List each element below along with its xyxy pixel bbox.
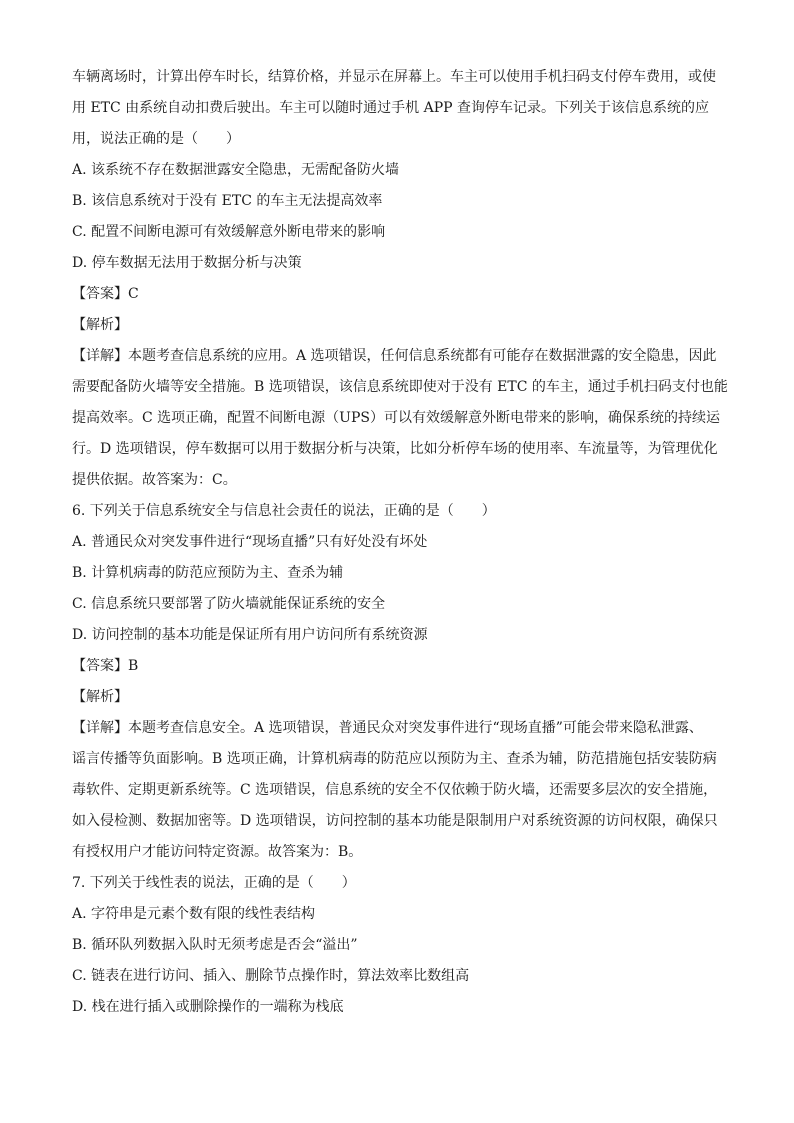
q7-option-a: A. 字符串是元素个数有限的线性表结构 [72, 906, 316, 922]
q5-option-d: D. 停车数据无法用于数据分析与决策 [72, 255, 302, 271]
q5-detail-line-5: 提供依据。故答案为：C。 [72, 472, 237, 488]
q5-detail-line-4: 行。D 选项错误，停车数据可以用于数据分析与决策，比如分析停车场的使用率、车流量等，为管理优化 [72, 441, 718, 457]
q6-detail-line-4: 如入侵检测、数据加密等。D 选项错误，访问控制的基本功能是限制用户对系统资源的访问权限，确保只 [72, 813, 718, 829]
q5-option-b: B. 该信息系统对于没有 ETC 的车主无法提高效率 [72, 193, 383, 209]
q5-option-c: C. 配置不间断电源可有效缓解意外断电带来的影响 [72, 224, 386, 240]
q6-stem: 6. 下列关于信息系统安全与信息社会责任的说法，正确的是（ ） [72, 503, 496, 519]
q6-option-d: D. 访问控制的基本功能是保证所有用户访问所有系统资源 [72, 627, 428, 643]
q6-option-a: A. 普通民众对突发事件进行“现场直播”只有好处没有坏处 [72, 534, 428, 550]
q5-detail-line-2: 需要配备防火墙等安全措施。B 选项错误，该信息系统即使对于没有 ETC 的车主，通过手机扫码支付也能 [72, 379, 728, 395]
q7-stem: 7. 下列关于线性表的说法，正确的是（ ） [72, 875, 356, 891]
q6-analysis-label: 【解析】 [72, 689, 128, 705]
document-page [72, 62, 728, 1023]
q6-option-c: C. 信息系统只要部署了防火墙就能保证系统的安全 [72, 596, 386, 612]
q5-detail-line-3: 提高效率。C 选项正确，配置不间断电源（UPS）可以有效缓解意外断电带来的影响，确保系统的持续运 [72, 410, 720, 426]
q6-detail-line-1: 【详解】本题考查信息安全。A 选项错误，普通民众对突发事件进行“现场直播”可能会带来隐私泄露、 [72, 720, 703, 736]
q5-analysis-label: 【解析】 [72, 317, 128, 333]
q5-stem-line-2: 用 ETC 由系统自动扣费后驶出。车主可以随时通过手机 APP 查询停车记录。下列关于该信息系统的应 [72, 100, 710, 116]
q5-detail-line-1: 【详解】本题考查信息系统的应用。A 选项错误，任何信息系统都有可能存在数据泄露的安全隐患，因此 [72, 348, 717, 364]
q6-answer: 【答案】B [72, 658, 139, 674]
q6-detail-line-5: 有授权用户才能访问特定资源。故答案为：B。 [72, 844, 363, 860]
q7-option-d: D. 栈在进行插入或删除操作的一端称为栈底 [72, 999, 344, 1015]
q5-stem-line-1: 车辆离场时，计算出停车时长，结算价格，并显示在屏幕上。车主可以使用手机扫码支付停车费用，或使 [72, 69, 716, 85]
q5-stem-line-3: 用，说法正确的是（ ） [72, 131, 240, 147]
q5-answer: 【答案】C [72, 286, 139, 302]
q6-detail-line-3: 毒软件、定期更新系统等。C 选项错误，信息系统的安全不仅依赖于防火墙，还需要多层次的安全措施， [72, 782, 718, 798]
q7-option-c: C. 链表在进行访问、插入、删除节点操作时，算法效率比数组高 [72, 968, 470, 984]
q5-option-a: A. 该系统不存在数据泄露安全隐患，无需配备防火墙 [72, 162, 400, 178]
q6-detail-line-2: 谣言传播等负面影响。B 选项正确，计算机病毒的防范应以预防为主、查杀为辅，防范措施包括安装防病 [72, 751, 717, 767]
q6-option-b: B. 计算机病毒的防范应预防为主、查杀为辅 [72, 565, 344, 581]
q7-option-b: B. 循环队列数据入队时无须考虑是否会“溢出” [72, 937, 358, 953]
